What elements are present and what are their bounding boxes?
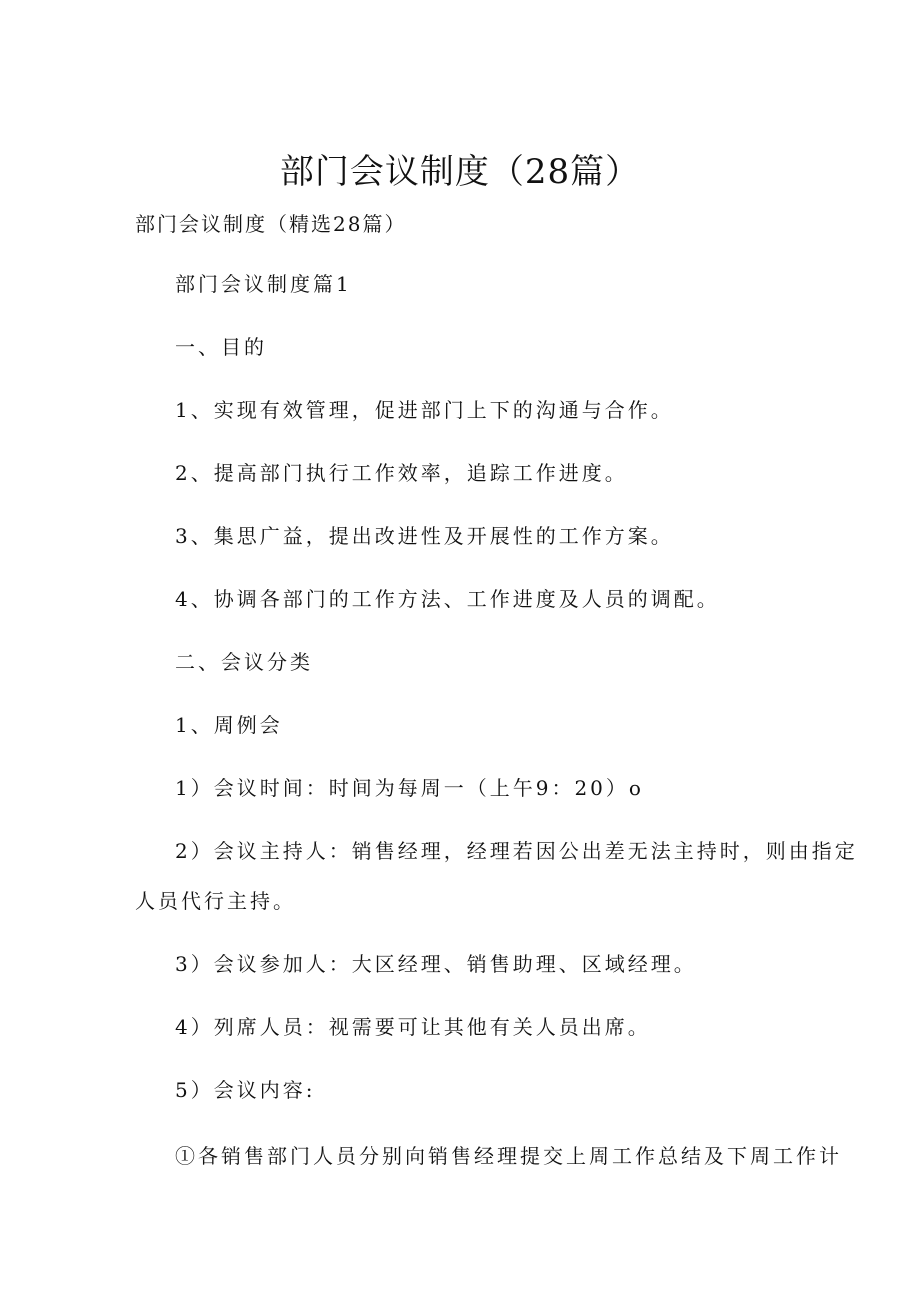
document-title: 部门会议制度（28篇） — [279, 152, 641, 192]
paragraph-continuation: 人员代行主持。 — [135, 889, 296, 913]
paragraph: 3）会议参加人：大区经理、销售助理、区域经理。 — [175, 952, 697, 976]
paragraph: 2）会议主持人：销售经理，经理若因公出差无法主持时，则由指定 — [175, 839, 858, 863]
paragraph: 5）会议内容: — [175, 1078, 316, 1102]
paragraph: 一、目的 — [175, 335, 267, 359]
paragraph: ①各销售部门人员分别向销售经理提交上周工作总结及下周工作计 — [175, 1144, 842, 1168]
paragraph: 1）会议时间：时间为每周一（上午9：20）o — [175, 776, 644, 800]
paragraph: 1、周例会 — [175, 713, 283, 737]
paragraph: 2、提高部门执行工作效率，追踪工作进度。 — [175, 461, 628, 485]
paragraph: 二、会议分类 — [175, 650, 313, 674]
document-subtitle: 部门会议制度（精选28篇） — [135, 212, 407, 236]
paragraph: 3、集思广益，提出改进性及开展性的工作方案。 — [175, 524, 674, 548]
paragraph: 4、协调各部门的工作方法、工作进度及人员的调配。 — [175, 587, 720, 611]
section-heading: 部门会议制度篇1 — [175, 272, 352, 296]
paragraph: 1、实现有效管理，促进部门上下的沟通与合作。 — [175, 398, 674, 422]
paragraph: 4）列席人员：视需要可让其他有关人员出席。 — [175, 1015, 651, 1039]
